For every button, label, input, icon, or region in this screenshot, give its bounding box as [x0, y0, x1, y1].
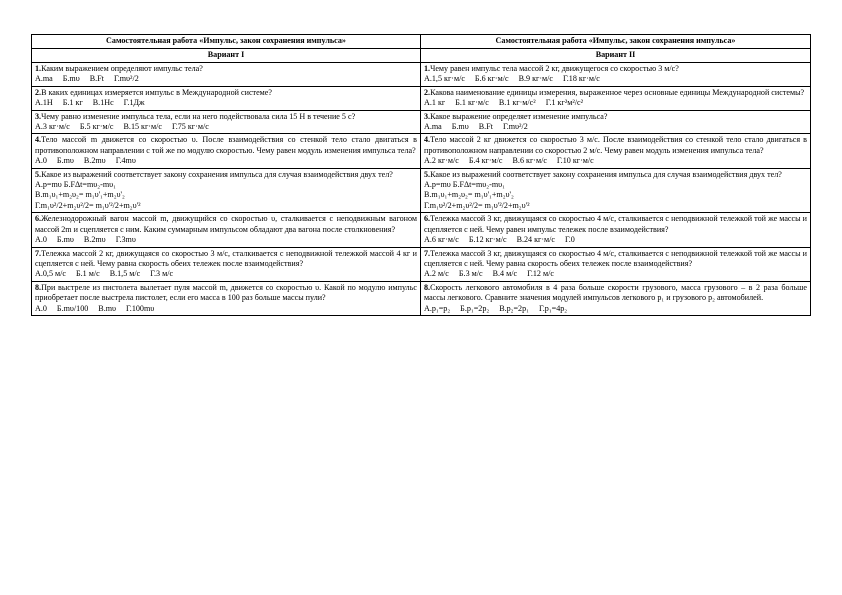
answer-option: Б.mυ: [62, 74, 80, 84]
question-text: Какова наименование единицы измерения, выраженное через основные единицы Международной системы?: [430, 87, 805, 97]
answer-option: В.2mυ: [83, 156, 106, 166]
question-cell-left: [32, 168, 421, 213]
answer-option: Г.0: [565, 235, 575, 245]
question-number: 4.: [35, 135, 42, 145]
question-row: [32, 110, 811, 134]
question-text: Тело массой m движется со скоростью υ. После взаимодействия со стенкой тело стало двигаться в противоположном направлении с той же по модулю скоростью. Чему равен модуль изменения импульса тела?: [35, 135, 417, 155]
answer-option: А.1,5 кг·м/с: [424, 74, 465, 84]
answer-option: А.1Н: [35, 98, 53, 108]
formula-line: Г.m₁υ²/2+m₂υ²/2= m₁υ'²/2+m₂υ'²: [424, 200, 530, 210]
answer-option: А.0: [35, 303, 47, 313]
answer-option: В.15 кг·м/с: [123, 122, 162, 132]
answer-option: Г.mυ²/2: [502, 122, 528, 132]
question-cell-left: [32, 134, 421, 168]
question-cell-left: [32, 86, 421, 110]
question-cell-right: [421, 134, 811, 168]
question-cell-left: [32, 110, 421, 134]
answer-option: А.0: [35, 156, 47, 166]
question-cell-left: [32, 247, 421, 281]
question-text: Чему равно изменение импульса тела, если на него подействовала сила 15 Н в течение 5 с?: [41, 111, 356, 121]
answer-option: А.2 м/с: [424, 269, 449, 279]
question-text: Железнодорожный вагон массой m, движущийся со скоростью υ, сталкивается с неподвижным вагоном массой 2m и сцепляется с ним. Каким суммарным импульсом обладают два вагона после столкновения?: [35, 214, 417, 234]
formula-line: Г.m₁υ²/2+m₂υ²/2= m₁υ'²/2+m₂υ'²: [35, 200, 141, 210]
answer-option: Б.3 м/с: [458, 269, 483, 279]
question-number: 2.: [424, 87, 431, 97]
answer-options: [424, 74, 807, 84]
answer-options: [424, 235, 807, 245]
answer-option: Г.3mυ: [115, 235, 136, 245]
answer-option: А.p₁=p₂: [424, 303, 451, 313]
answer-option: А.0,5 м/с: [35, 269, 66, 279]
question-text: При выстреле из пистолета вылетает пуля массой m, движется со скоростью υ. Какой по модулю импульс приобретает после выстрела пистолет, если его масса в 100 раз больше массы пули?: [35, 282, 417, 303]
question-row: [32, 213, 811, 247]
question-text: Каким выражением определяют импульс тела?: [41, 64, 203, 73]
question-cell-right: [421, 110, 811, 134]
answer-option: А.3 кг·м/с: [35, 122, 70, 132]
formula-line: В.m₁υ₁+m₂υ₂= m₁υ'₁+m₂υ'₂: [35, 190, 125, 200]
answer-option: Г.mυ²/2: [113, 74, 139, 84]
question-cell-right: [421, 168, 811, 213]
question-cell-left: [32, 213, 421, 247]
question-text: В каких единицах измеряется импульс в Международной системе?: [41, 87, 272, 97]
answer-option: В.1 кг·м/с²: [498, 98, 536, 108]
question-number: 8.: [424, 282, 431, 292]
answer-option: В.4 м/с: [492, 269, 518, 279]
answer-options: [35, 235, 417, 245]
answer-options: [424, 269, 807, 279]
answer-option: А.ma: [424, 122, 442, 132]
question-cell-right: [421, 281, 811, 315]
answer-option: Г.75 кг·м/с: [171, 122, 209, 132]
answer-option: А.6 кг·м/с: [424, 235, 459, 245]
answer-option: Г.1 кг²м²/с²: [545, 98, 584, 108]
answer-option: В.2mυ: [83, 235, 106, 245]
question-text: Тележка массой 3 кг, движущаяся со скоростью 4 м/с, сталкивается с неподвижной тележкой той же массы и сцепляется с ней. Чему равен импульс тележек после взаимодействия?: [424, 214, 807, 234]
question-text: Тело массой 2 кг движется со скоростью 3 м/с. После взаимодействия со стенкой тело стало двигаться в противоположном направлении со скоростью 2 м/с. Чему равен модуль изменения импульса тела?: [424, 135, 807, 155]
title-row: [32, 35, 811, 49]
question-row: [32, 168, 811, 213]
question-cell-left: [32, 63, 421, 87]
answer-option: Г.10 кг·м/с: [556, 156, 594, 166]
answer-option: Б.mυ: [56, 235, 74, 245]
answer-option: Б.mυ/100: [56, 303, 89, 313]
question-text: Какое из выражений соответствует закону сохранения импульса для случая взаимодействия двух тел?: [41, 169, 393, 179]
answer-options: [35, 269, 417, 279]
question-row: [32, 134, 811, 168]
answer-options: [35, 122, 417, 132]
answer-option: В.mυ: [98, 303, 117, 313]
question-number: 7.: [424, 248, 431, 258]
answer-options: [35, 304, 417, 314]
question-row: [32, 63, 811, 87]
answer-option: Б.1 м/с: [75, 269, 100, 279]
question-row: [32, 247, 811, 281]
question-number: 4.: [424, 135, 431, 145]
question-text: Скорость легкового автомобиля в 4 раза больше скорости грузового, масса грузового – в 2 раза больше массы легкового. Сравните значения модулей импульсов легкового p₁ и грузового p₂ автомобилей.: [424, 282, 807, 303]
formula-line: В.m₁υ₁+m₂υ₂= m₁υ'₁+m₂υ'₂: [424, 190, 514, 200]
formula-line: А.p=mυ Б.FΔt=mυ₂-mυ₁: [424, 180, 505, 190]
question-number: 5.: [424, 169, 431, 179]
question-text: Какое из выражений соответствует закону сохранения импульса для случая взаимодействия двух тел?: [430, 169, 782, 179]
question-cell-right: [421, 247, 811, 281]
answer-option: Б.5 кг·м/с: [79, 122, 114, 132]
answer-options: [424, 122, 807, 132]
answer-option: Б.6 кг·м/с: [474, 74, 509, 84]
question-number: 1.: [35, 64, 42, 73]
answer-option: Б.p₁=2p₂: [460, 303, 490, 313]
answer-option: Б.mυ: [451, 122, 469, 132]
answer-options: [35, 74, 417, 84]
question-cell-right: [421, 63, 811, 87]
question-number: 6.: [35, 214, 42, 224]
title-left: Самостоятельная работа «Импульс, закон сохранения импульса»: [32, 35, 421, 49]
question-number: 3.: [35, 111, 42, 121]
answer-option: Б.12 кг·м/с: [468, 235, 507, 245]
answer-option: В.p₂=2p₁: [499, 303, 529, 313]
question-number: 1.: [424, 64, 431, 73]
answer-option: А.0: [35, 235, 47, 245]
title-right: Самостоятельная работа «Импульс, закон сохранения импульса»: [421, 35, 811, 49]
question-text: Чему равен импульс тела массой 2 кг, движущегося со скоростью 3 м/с?: [430, 64, 679, 73]
question-cell-right: [421, 86, 811, 110]
answer-option: Г.18 кг·м/с: [562, 74, 600, 84]
answer-option: Г.p₁=4p₂: [538, 303, 568, 313]
question-number: 3.: [424, 111, 431, 121]
answer-option: В.Ft: [478, 122, 493, 132]
question-row: [32, 281, 811, 315]
formula-line: А.p=mυ Б.FΔt=mυ₂-mυ₁: [35, 180, 116, 190]
question-row: [32, 86, 811, 110]
answer-option: А.1 кг: [424, 98, 446, 108]
answer-option: В.24 кг·м/с: [516, 235, 556, 245]
answer-option: А.ma: [35, 74, 53, 84]
answer-option: Б.1 кг: [62, 98, 83, 108]
answer-option: В.1,5 м/с: [109, 269, 141, 279]
variant-1-heading: Вариант I: [32, 49, 421, 63]
answer-option: Б.1 кг·м/с: [455, 98, 489, 108]
question-number: 7.: [35, 248, 42, 258]
question-cell-left: [32, 281, 421, 315]
variant-row: [32, 49, 811, 63]
answer-option: А.2 кг·м/с: [424, 156, 459, 166]
question-text: Какое выражение определяет изменение импульса?: [430, 111, 608, 121]
worksheet-table: [31, 34, 811, 316]
answer-option: Г.12 м/с: [527, 269, 554, 279]
answer-option: В.6 кг·м/с: [512, 156, 547, 166]
answer-option: В.Ft: [89, 74, 104, 84]
answer-options: [424, 98, 807, 108]
question-text: Тележка массой 3 кг, движущаяся со скоростью 4 м/с, сталкивается с неподвижной тележкой той же массы и сцепляется с ней. Чему равна скорость обеих тележек после взаимодействия?: [424, 248, 807, 268]
question-number: 2.: [35, 87, 42, 97]
answer-option: Г.4mυ: [115, 156, 136, 166]
answer-options: [35, 98, 417, 108]
answer-option: Г.100mυ: [126, 303, 155, 313]
answer-option: Г.1Дж: [123, 98, 145, 108]
answer-option: Б.mυ: [56, 156, 74, 166]
answer-option: В.1Нс: [92, 98, 114, 108]
worksheet: [31, 34, 810, 316]
question-cell-right: [421, 213, 811, 247]
answer-option: В.9 кг·м/с: [518, 74, 553, 84]
answer-options: [424, 304, 807, 314]
question-number: 8.: [35, 282, 42, 292]
variant-2-heading: Вариант II: [421, 49, 811, 63]
question-number: 5.: [35, 169, 42, 179]
question-number: 6.: [424, 214, 431, 224]
question-text: Тележка массой 2 кг, движущаяся со скоростью 3 м/с, сталкивается с неподвижной тележкой массой 4 кг и сцепляется с ней. Чему равна скорость обеих тележек после взаимодействия?: [35, 248, 417, 268]
answer-option: Г.3 м/с: [150, 269, 174, 279]
answer-options: [424, 156, 807, 166]
answer-option: Б.4 кг·м/с: [468, 156, 503, 166]
answer-options: [35, 156, 417, 166]
